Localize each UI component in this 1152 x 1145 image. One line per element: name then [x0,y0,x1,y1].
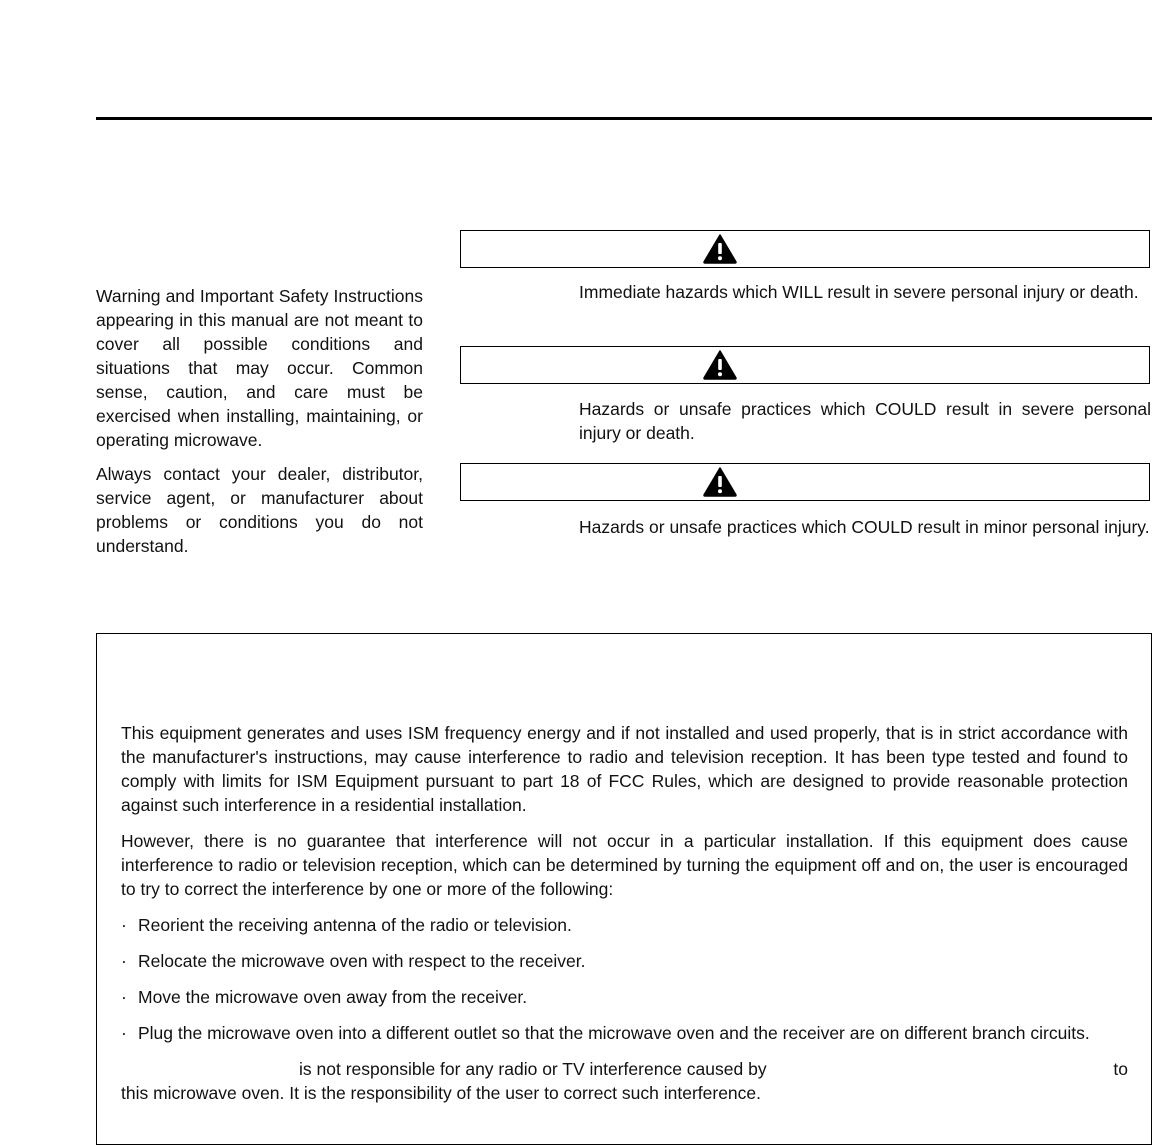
fcc-closing-line [121,1057,1128,1081]
list-item [121,949,1128,973]
warning-triangle-icon [703,234,737,264]
hazard-header-box-2 [460,346,1150,384]
warning-triangle-icon [703,467,737,497]
list-item-text: Plug the microwave oven into a different outlet so that the microwave oven and the receiver are on different branch circuits. [138,1023,1090,1043]
list-item-text: Reorient the receiving antenna of the radio or television. [138,915,572,935]
fcc-remedy-list [121,913,1128,1045]
fcc-paragraph-2: However, there is no guarantee that interference will not occur in a particular installation. If this equipment does cause interference to radio or television reception, which can be determined by turning the equipment off and on, the user is encouraged to try to correct the interference by one or more of the following: [121,831,1128,899]
bullet-marker: · [121,951,127,971]
hazard-header-box-1 [460,230,1150,268]
hazard-description-3: Hazards or unsafe practices which COULD result in minor personal injury. [579,517,1150,537]
fcc-closing-fragment-2: to [1113,1059,1128,1079]
fcc-notice-box [96,633,1152,1145]
list-item-text: Move the microwave oven away from the receiver. [138,987,528,1007]
fcc-closing-fragment-1: is not responsible for any radio or TV interference caused by [299,1059,767,1079]
header-rule [96,117,1152,120]
bullet-marker: · [121,915,127,935]
list-item [121,1021,1128,1045]
fcc-paragraph-1: This equipment generates and uses ISM frequency energy and if not installed and used properly, that is in strict accordance with the manufacturer's instructions, may cause interference to radio and television reception. It has been type tested and found to comply with limits for ISM Equipment pursuant to part 18 of FCC Rules, which are designed to provide reasonable protection against such interference in a residential installation. [121,723,1128,815]
fcc-notice-content [121,721,1128,1117]
fcc-closing-statement: this microwave oven. It is the responsibility of the user to correct such interference. [121,1083,762,1103]
bullet-marker: · [121,987,127,1007]
hazard-header-box-3 [460,463,1150,501]
contact-paragraph: Always contact your dealer, distributor, service agent, or manufacturer about problems or conditions you do not understand. [96,464,423,556]
list-item [121,985,1128,1009]
list-item [121,913,1128,937]
safety-intro-paragraph: Warning and Important Safety Instructions appearing in this manual are not meant to cover all possible conditions and situations that may occur. Common sense, caution, and care must be exercised when installing, maintaining, or operating microwave. [96,286,423,450]
bullet-marker: · [121,1023,127,1043]
warning-triangle-icon [703,350,737,380]
hazard-description-1: Immediate hazards which WILL result in severe personal injury or death. [579,282,1139,302]
safety-intro [96,284,423,568]
hazard-description-2: Hazards or unsafe practices which COULD result in severe personal injury or death. [579,399,1151,443]
list-item-text: Relocate the microwave oven with respect to the receiver. [138,951,586,971]
